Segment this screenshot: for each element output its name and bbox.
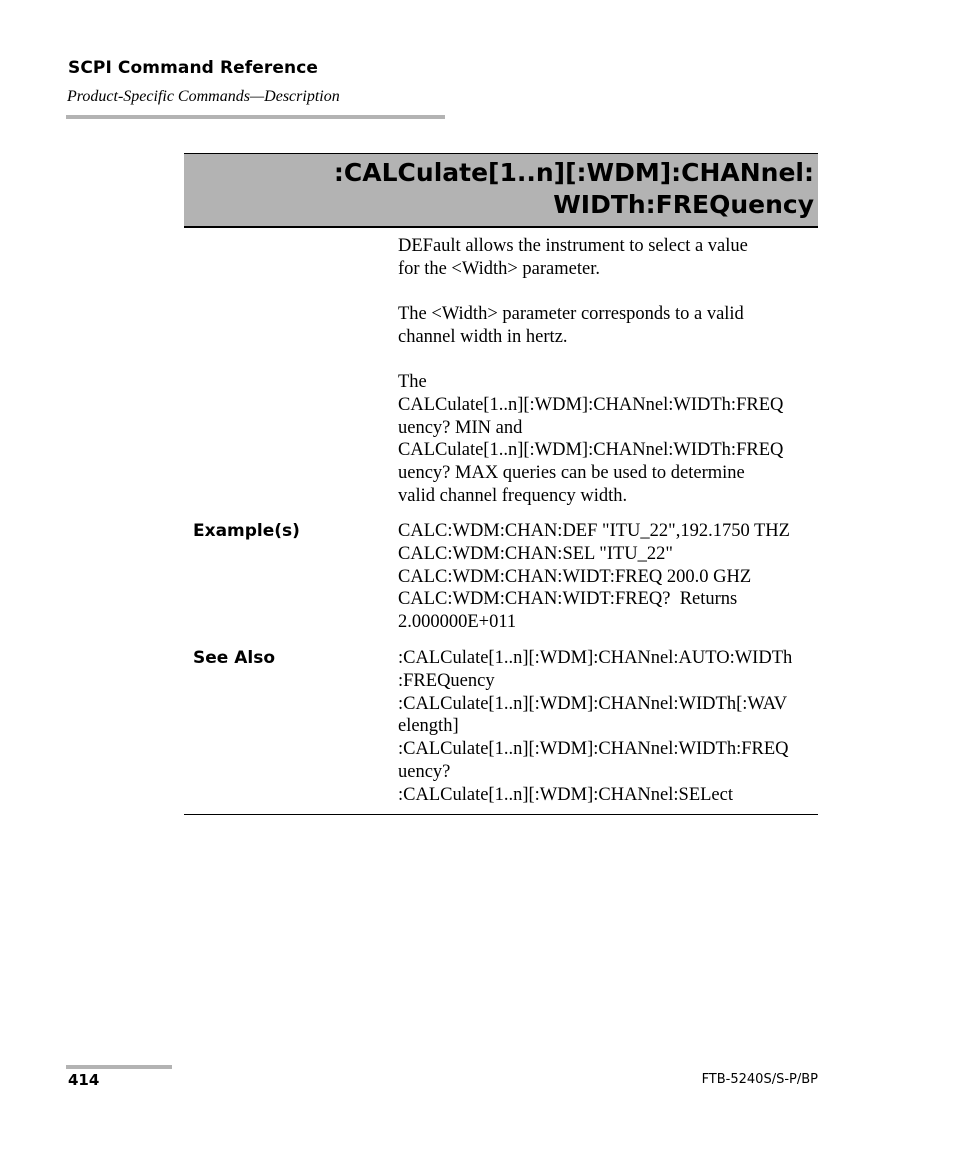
- footer-rule: [66, 1065, 172, 1069]
- text-line: uency? MAX queries can be used to determine: [398, 463, 745, 484]
- header-rule: [66, 115, 445, 119]
- text-line: valid channel frequency width.: [398, 485, 628, 506]
- description-paragraph-3: [398, 371, 818, 508]
- command-title: [334, 157, 814, 221]
- see-also-line: elength]: [398, 716, 459, 737]
- examples-block: [398, 520, 818, 634]
- example-line: 2.000000E+011: [398, 612, 517, 633]
- examples-label: Example(s): [193, 521, 300, 541]
- text-line: The <Width> parameter corresponds to a valid: [398, 304, 744, 324]
- product-name: FTB-5240S/S-P/BP: [701, 1072, 818, 1087]
- example-line: CALC:WDM:CHAN:WIDT:FREQ? Returns: [398, 589, 738, 610]
- see-also-line: :CALCulate[1..n][:WDM]:CHANnel:WIDTh[:WAV: [398, 693, 788, 714]
- text-line: for the <Width> parameter.: [398, 258, 600, 279]
- page-number: 414: [68, 1071, 100, 1089]
- description-paragraph-1: [398, 235, 818, 281]
- text-line: The: [398, 372, 427, 392]
- see-also-line: :CALCulate[1..n][:WDM]:CHANnel:SELect: [398, 784, 733, 805]
- description-paragraph-2: [398, 303, 818, 349]
- see-also-line: :CALCulate[1..n][:WDM]:CHANnel:AUTO:WIDTh: [398, 648, 793, 668]
- see-also-block: [398, 647, 818, 807]
- command-title-line-1: :CALCulate[1..n][:WDM]:CHANnel:: [333, 158, 814, 187]
- section-title: SCPI Command Reference: [68, 58, 319, 78]
- see-also-line: :CALCulate[1..n][:WDM]:CHANnel:WIDTh:FREQ: [398, 739, 789, 760]
- example-line: CALC:WDM:CHAN:SEL "ITU_22": [398, 543, 673, 564]
- text-line: DEFault allows the instrument to select a value: [398, 236, 748, 256]
- see-also-label: See Also: [193, 648, 276, 668]
- text-line: channel width in hertz.: [398, 326, 568, 347]
- command-title-band: [184, 153, 818, 228]
- see-also-line: :FREQuency: [398, 670, 495, 691]
- text-line: CALCulate[1..n][:WDM]:CHANnel:WIDTh:FREQ: [398, 440, 784, 461]
- command-title-line-2: WIDTh:FREQuency: [553, 190, 814, 219]
- text-line: CALCulate[1..n][:WDM]:CHANnel:WIDTh:FREQ: [398, 394, 784, 415]
- text-line: uency? MIN and: [398, 417, 523, 438]
- see-also-line: uency?: [398, 761, 451, 782]
- example-line: CALC:WDM:CHAN:WIDT:FREQ 200.0 GHZ: [398, 566, 752, 587]
- table-bottom-rule: [184, 814, 818, 815]
- section-subtitle: Product-Specific Commands—Description: [67, 88, 340, 105]
- example-line: CALC:WDM:CHAN:DEF "ITU_22",192.1750 THZ: [398, 521, 790, 541]
